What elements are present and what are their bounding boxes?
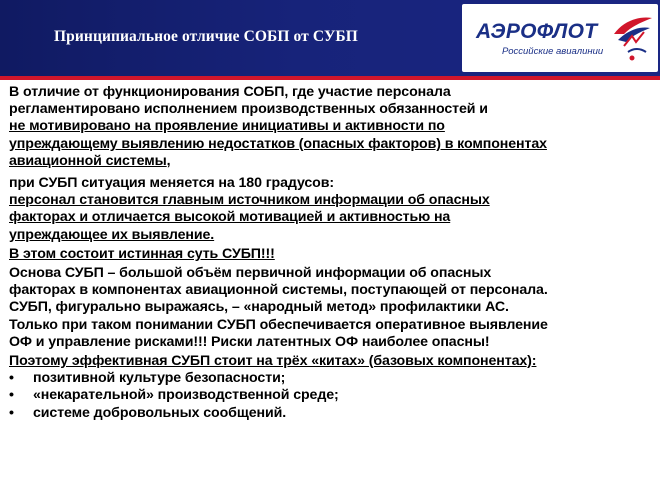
slide-body — [9, 84, 657, 422]
para2-line2: персонал становится главным источником информации об опасных — [9, 192, 490, 209]
para1-line5-tail: , — [166, 152, 171, 169]
aeroflot-logo — [462, 4, 658, 72]
pillars-intro: Поэтому эффективная СУБП стоит на трёх «китах» (базовых компонентах): — [9, 353, 537, 370]
para3-line4: Только при таком понимании СУБП обеспечивается оперативное выявление — [9, 316, 548, 333]
slide-title: Принципиальное отличие СОБП от СУБП — [54, 28, 358, 45]
para3-line5: ОФ и управление рисками!!! Риски латентных ОФ наиболее опасны! — [9, 333, 490, 350]
para1-line3: не мотивировано на проявление инициативы и активности по — [9, 118, 445, 135]
header-accent-stripe — [0, 76, 660, 80]
bullet-icon: • — [9, 404, 14, 421]
essence-line: В этом состоит истинная суть СУБП!!! — [9, 245, 275, 262]
list-item: • «некарательной» производственной среде; — [9, 387, 339, 404]
winged-emblem-icon — [610, 12, 654, 64]
logo-name: АЭРОФЛОТ — [476, 20, 598, 43]
pillars-list — [9, 370, 657, 422]
para1-line5 — [9, 153, 657, 170]
logo-subtitle: Российские авиалинии — [502, 46, 604, 57]
list-item: • позитивной культуре безопасности; — [9, 370, 286, 387]
slide-header — [0, 0, 660, 76]
para3-line1: Основа СУБП – большой объём первичной информации об опасных — [9, 265, 492, 282]
para2-line1: при СУБП ситуация меняется на 180 градусов: — [9, 175, 334, 192]
para3-line2: факторах в компонентах авиационной системы, поступающей от персонала. — [9, 282, 548, 299]
para3-line3: СУБП, фигурально выражаясь, – «народный метод» профилактики АС. — [9, 299, 509, 316]
bullet-icon: • — [9, 370, 14, 387]
list-item: • системе добровольных сообщений. — [9, 404, 287, 421]
para2-line3: факторах и отличается высокой мотивацией и активностью на — [9, 209, 451, 226]
para1-line2: регламентировано исполнением производственных обязанностей и — [9, 101, 488, 118]
para1-line5-text: авиационной системы — [9, 152, 167, 169]
para2-line4: упреждающее их выявление. — [9, 226, 215, 243]
para1-line4: упреждающему выявлению недостатков (опасных факторов) в компонентах — [9, 135, 547, 152]
para1-line1: В отличие от функционирования СОБП, где участие персонала — [9, 84, 451, 100]
bullet-icon: • — [9, 387, 14, 404]
